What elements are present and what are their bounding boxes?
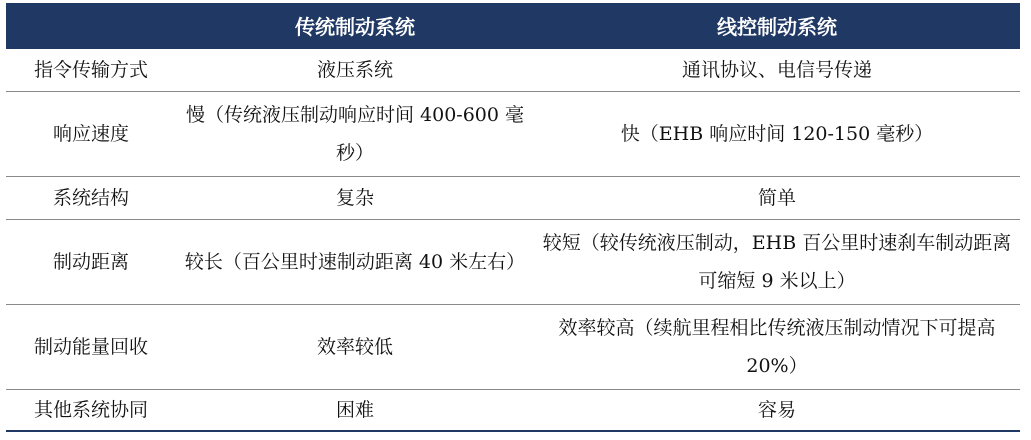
table-row <box>6 390 1020 432</box>
table-row <box>6 220 1020 305</box>
by-wire-cell: 较短（较传统液压制动，EHB 百公里时速刹车制动距离可缩短 9 米以上） <box>534 220 1020 305</box>
by-wire-cell: 快（EHB 响应时间 120-150 毫秒） <box>534 92 1020 177</box>
traditional-cell: 效率较低 <box>176 305 534 390</box>
header-blank-cell <box>6 3 176 48</box>
header-by-wire: 线控制动系统 <box>534 3 1020 48</box>
header-row <box>6 3 1020 48</box>
by-wire-cell: 简单 <box>534 177 1020 220</box>
feature-cell: 系统结构 <box>6 177 176 220</box>
traditional-cell: 较长（百公里时速制动距离 40 米左右） <box>176 220 534 305</box>
table-row <box>6 177 1020 220</box>
traditional-cell: 液压系统 <box>176 48 534 92</box>
by-wire-cell: 容易 <box>534 390 1020 432</box>
by-wire-cell: 效率较高（续航里程相比传统液压制动情况下可提高 20%） <box>534 305 1020 390</box>
feature-cell: 其他系统协同 <box>6 390 176 432</box>
table-row <box>6 48 1020 92</box>
table-row <box>6 92 1020 177</box>
feature-cell: 响应速度 <box>6 92 176 177</box>
feature-cell: 指令传输方式 <box>6 48 176 92</box>
table-row <box>6 305 1020 390</box>
feature-cell: 制动距离 <box>6 220 176 305</box>
braking-comparison-table <box>6 3 1020 432</box>
by-wire-cell: 通讯协议、电信号传递 <box>534 48 1020 92</box>
comparison-table-container <box>6 3 1020 432</box>
table-header <box>6 3 1020 48</box>
traditional-cell: 慢（传统液压制动响应时间 400-600 毫秒） <box>176 92 534 177</box>
header-traditional: 传统制动系统 <box>176 3 534 48</box>
feature-cell: 制动能量回收 <box>6 305 176 390</box>
traditional-cell: 困难 <box>176 390 534 432</box>
traditional-cell: 复杂 <box>176 177 534 220</box>
table-body <box>6 48 1020 431</box>
